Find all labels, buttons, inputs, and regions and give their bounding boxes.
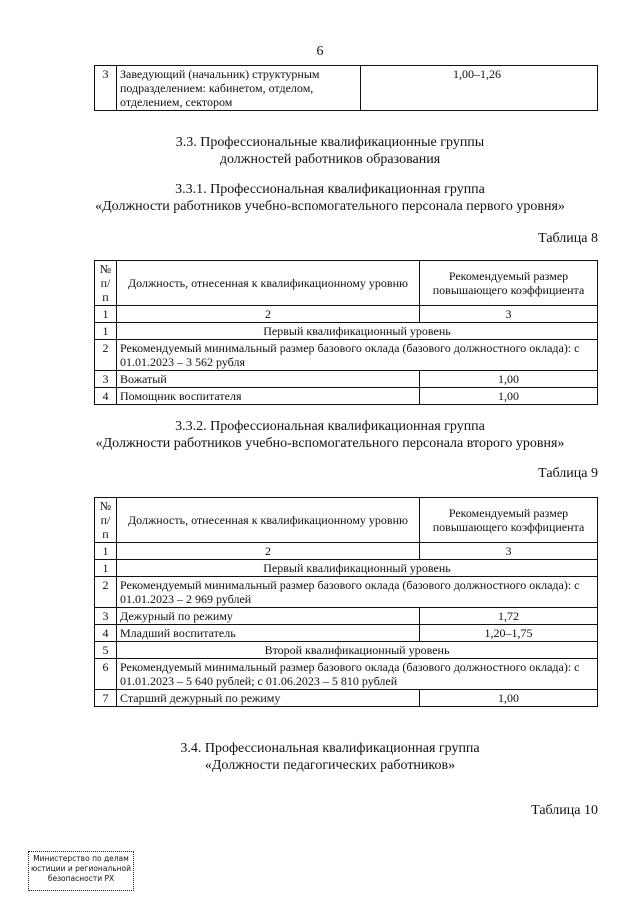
row-number: 5 — [95, 642, 117, 659]
row-number: 2 — [95, 340, 117, 371]
section-heading-3-3-2 — [60, 418, 600, 452]
table-label-8: Таблица 8 — [538, 231, 598, 246]
column-number: 1 — [95, 306, 117, 323]
row-number: 6 — [95, 659, 117, 690]
stamp-line: юстиции и региональной — [30, 864, 132, 873]
coefficient-cell: 1,72 — [420, 608, 598, 625]
section-heading-3-4 — [60, 740, 600, 774]
table-header-row — [95, 261, 598, 306]
column-number-row — [95, 306, 598, 323]
registration-stamp — [28, 851, 134, 891]
table-row — [95, 625, 598, 642]
table-row — [95, 608, 598, 625]
salary-note: Рекомендуемый минимальный размер базового оклада (базового должностного оклада): с 01.01.2023 – 5 640 рублей; с 01.06.2023 – 5 810 рублей — [117, 659, 598, 690]
section-heading-3-3 — [60, 134, 600, 168]
position-cell: Дежурный по режиму — [117, 608, 420, 625]
column-number: 3 — [420, 306, 598, 323]
table-row — [95, 340, 598, 371]
row-number: 1 — [95, 560, 117, 577]
table-label-10: Таблица 10 — [531, 803, 598, 818]
position-cell: Вожатый — [117, 371, 420, 388]
heading-line: 3.3.1. Профессиональная квалификационная группа — [175, 182, 485, 197]
table-row — [95, 690, 598, 707]
table-row — [95, 577, 598, 608]
page-number: 6 — [316, 44, 324, 59]
coefficient-cell: 1,00 — [420, 690, 598, 707]
header-position: Должность, отнесенная к квалификационному уровню — [117, 498, 420, 543]
table-label-9: Таблица 9 — [538, 466, 598, 481]
level-heading: Второй квалификационный уровень — [117, 642, 598, 659]
column-number: 3 — [420, 543, 598, 560]
table-header-row — [95, 498, 598, 543]
heading-line: «Должности работников учебно-вспомогательного персонала второго уровня» — [95, 436, 565, 451]
top-table — [94, 65, 598, 111]
table-row — [95, 659, 598, 690]
heading-line: «Должности работников учебно-вспомогательного персонала первого уровня» — [95, 199, 565, 214]
salary-note: Рекомендуемый минимальный размер базового оклада (базового должностного оклада): с 01.01.2023 – 2 969 рублей — [117, 577, 598, 608]
column-number: 2 — [117, 543, 420, 560]
column-number-row — [95, 543, 598, 560]
row-number: 7 — [95, 690, 117, 707]
column-number: 2 — [117, 306, 420, 323]
header-coefficient: Рекомендуемый размер повышающего коэффициента — [420, 261, 598, 306]
section-heading-3-3-1 — [60, 181, 600, 215]
row-number: 3 — [95, 371, 117, 388]
row-number: 1 — [95, 323, 117, 340]
table-row — [95, 388, 598, 405]
position-cell: Старший дежурный по режиму — [117, 690, 420, 707]
coefficient-cell: 1,00 — [420, 388, 598, 405]
coefficient-cell: 1,00–1,26 — [361, 66, 598, 111]
row-number: 2 — [95, 577, 117, 608]
heading-line: 3.3. Профессиональные квалификационные группы — [175, 135, 485, 150]
heading-line: должностей работников образования — [219, 152, 441, 167]
table-9 — [94, 497, 598, 707]
stamp-line: Министерство по делам — [33, 854, 129, 863]
position-cell: Младший воспитатель — [117, 625, 420, 642]
row-number: 3 — [95, 66, 117, 111]
header-coefficient: Рекомендуемый размер повышающего коэффициента — [420, 498, 598, 543]
salary-note: Рекомендуемый минимальный размер базового оклада (базового должностного оклада): с 01.01.2023 – 3 562 рубля — [117, 340, 598, 371]
table-row — [95, 323, 598, 340]
heading-line: «Должности педагогических работников» — [204, 758, 456, 773]
column-number: 1 — [95, 543, 117, 560]
table-row — [95, 371, 598, 388]
heading-line: 3.4. Профессиональная квалификационная группа — [180, 741, 480, 756]
table-row — [95, 642, 598, 659]
coefficient-cell: 1,00 — [420, 371, 598, 388]
header-num: № п/п — [95, 498, 117, 543]
position-cell: Помощник воспитателя — [117, 388, 420, 405]
table-8 — [94, 260, 598, 405]
header-position: Должность, отнесенная к квалификационному уровню — [117, 261, 420, 306]
table-row — [95, 66, 598, 111]
level-heading: Первый квалификационный уровень — [117, 323, 598, 340]
stamp-line: безопасности РХ — [47, 874, 115, 883]
row-number: 4 — [95, 388, 117, 405]
coefficient-cell: 1,20–1,75 — [420, 625, 598, 642]
row-number: 4 — [95, 625, 117, 642]
heading-line: 3.3.2. Профессиональная квалификационная группа — [175, 419, 485, 434]
header-num: № п/п — [95, 261, 117, 306]
row-number: 3 — [95, 608, 117, 625]
position-cell: Заведующий (начальник) структурным подразделением: кабинетом, отделом, отделением, сектором — [117, 66, 361, 111]
level-heading: Первый квалификационный уровень — [117, 560, 598, 577]
table-row — [95, 560, 598, 577]
